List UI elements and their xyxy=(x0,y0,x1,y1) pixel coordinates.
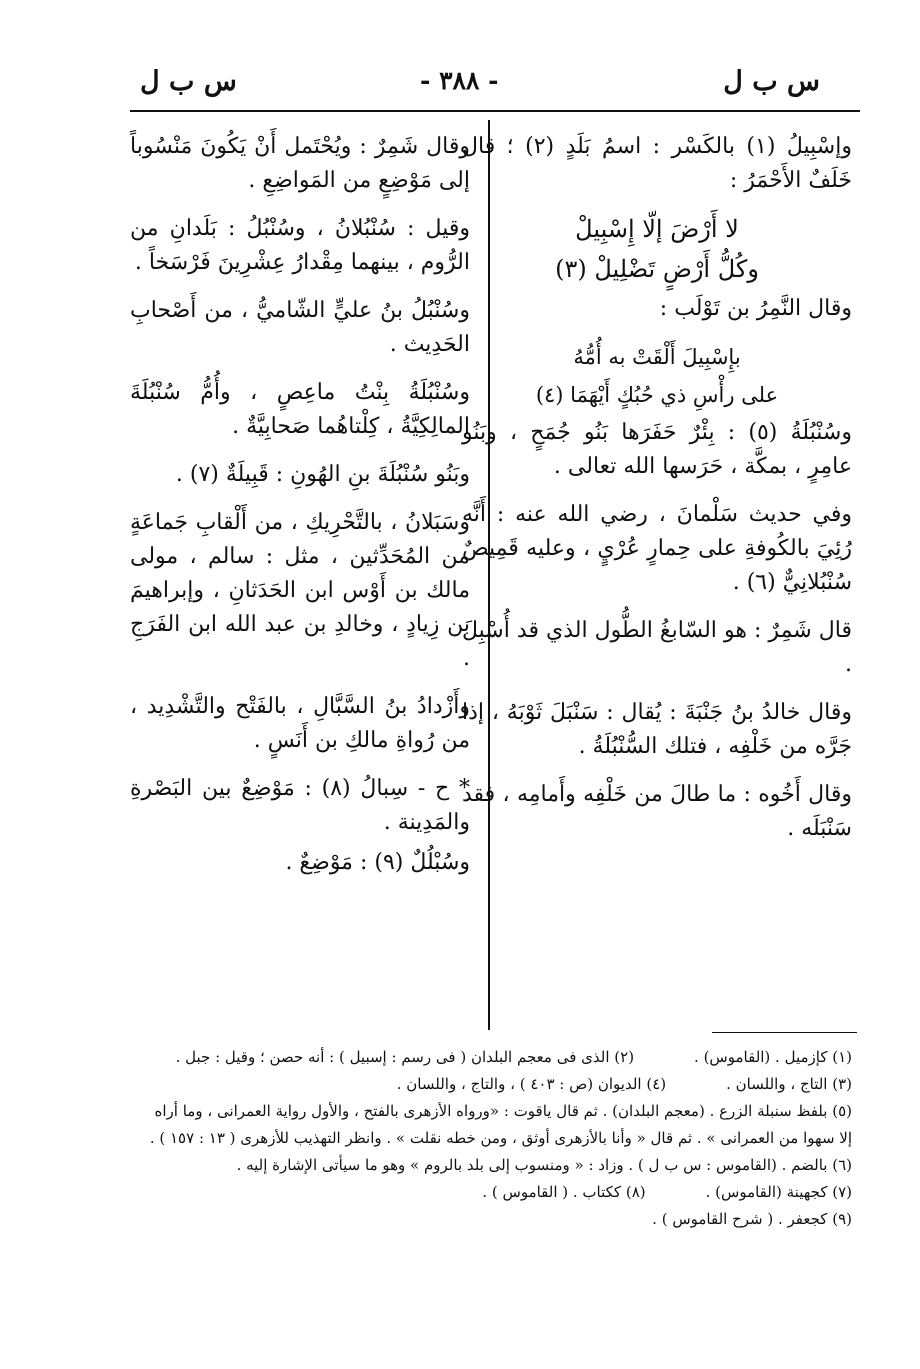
verse-line: بإِسْبِيلَ أَلْقَتْ به أُمُّهُ xyxy=(573,345,741,369)
footnote-rule xyxy=(712,1032,857,1033)
header-root-right: س ب ل xyxy=(723,66,820,97)
footnote-3: (٣) التاج ، واللسان . xyxy=(726,1075,852,1093)
entry-isbil: وإسْبِيلُ (١) بالكَسْر : اسمُ بَلَدٍ (٢) ؛ قال خَلَفٌ الأَحْمَرُ : xyxy=(462,134,852,193)
verse-line: على رأْسِ ذي حُبُكٍ أَيْهَمَا (٤) xyxy=(535,383,779,407)
footnote-7: (٧) كجهينة (القاموس) . xyxy=(705,1183,852,1201)
entry-text: وقال أَخُوه : ما طالَ من خَلْفِه وأَمامِه ، فقد سَنْبَلَه . xyxy=(462,782,852,841)
footnote-9: (٩) كجعفر . ( شرح القاموس ) . xyxy=(652,1210,852,1228)
verse-line: لا أَرْضَ إلّا إِسْبِيلْ xyxy=(575,215,739,243)
entry-sunbula-well: وسُنْبُلَةُ (٥) : بِئْرٌ حَفَرَها بَنُو جُمَحٍ ، وبَنُو عامِرٍ ، بمكَّة ، حَرَسها الله تعالى . xyxy=(462,420,852,479)
header-root-left: س ب ل xyxy=(140,66,237,97)
entry-salman-hadith: وفي حديث سَلْمانَ ، رضي الله عنه : أَنَّه رُئِيَ بالكُوفةِ على حِمارٍ عُرْيٍ ، وعليه قَمِيصٌ سُنْبُلانِيٌّ (٦) . xyxy=(462,502,852,595)
footnote-5-continued: إلا سهوا من العمرانى » . ثم قال « وأنا بالأزهرى أوثق ، ومن خطه نقلت » . وانظر التهذيب للأزهرى ( ١٣ : ١٥٧ ) . xyxy=(149,1129,852,1147)
header-rule xyxy=(130,110,860,112)
footnote-4: (٤) الديوان (ص : ٤٠٣ ) ، والتاج ، واللسان . xyxy=(396,1075,667,1093)
footnote-6: (٦) بالضم . (القاموس : س ب ل ) . وزاد : « ومنسوب إلى بلد بالروم » وهو ما سيأتى الإشارة إليه . xyxy=(236,1156,852,1174)
footnote-8: (٨) ككتاب . ( القاموس ) . xyxy=(482,1183,646,1201)
entry-text: وسُنْبُلَةُ بِنْتُ ماعِصٍ ، وأُمُّ سُنْبُلَةَ المالِكِيَّةُ ، كِلْتاهُما صَحابِيَّةٌ . xyxy=(130,380,470,439)
footnote-5: (٥) بلفظ سنبلة الزرع . (معجم البلدان) . ثم قال ياقوت : «ورواه الأزهرى بالفتح ، والأول رواية العمرانى ، وما أراه xyxy=(154,1102,852,1120)
entry-text: وقال النَّمِرُ بن تَوْلَب : xyxy=(659,296,852,321)
entry-sunbulan: وقيل : سُنْبُلانُ ، وسُنْبُلُ : بَلَدانِ من الرُّوم ، بينهما مِقْدارُ عِشْرِينَ فَرْسَخاً . xyxy=(130,216,470,275)
footnote-2: (٢) الذى فى معجم البلدان ( فى رسم : إسبيل ) : أنه حصن ؛ وقيل : جبل . xyxy=(175,1048,635,1066)
footnote-1: (١) كإزميل . (القاموس) . xyxy=(694,1048,852,1066)
page-number: - ٣٨٨ - xyxy=(420,66,499,95)
entry-text: وسُبْلُلٌ (٩) : مَوْضِعٌ . xyxy=(285,850,470,875)
footnotes xyxy=(122,1044,852,1233)
entry-sibal: * ح - سِبالُ (٨) : مَوْضِعٌ بين البَصْرةِ والمَدِينة . xyxy=(130,776,470,835)
entry-text: وأَزْدادُ بنُ السَّبَّالِ ، بالفَتْح والتَّشْدِيد ، من رُواةِ مالكِ بن أَنَسٍ . xyxy=(130,694,470,753)
entry-text: وبَنُو سُنْبُلَةَ بنِ الهُونِ : قَبِيلَةٌ (٧) . xyxy=(175,462,470,487)
entry-text: وقال شَمِرٌ : ويُحْتَمل أَنْ يَكُونَ مَنْسُوباً إلى مَوْضِعٍ من المَواضِعِ . xyxy=(130,134,470,193)
right-column xyxy=(462,130,852,860)
verse-line: وكُلُّ أَرْضٍ تَضْلِيلْ (٣) xyxy=(555,255,759,283)
entry-sabalan: وسَبَلانُ ، بالتَّحْرِيكِ ، من أَلْقابِ جَماعَةٍ من المُحَدِّثين ، مثل : سالم ، مولى مالك بن أَوْس ابن الحَدَثانِ ، وإبراهيمَ بن زِيادٍ ، وخالدِ بن عبد الله ابن الفَرَجِ . xyxy=(130,510,470,671)
entry-text: وقال خالدُ بنُ جَنْبَةَ : يُقال : سَنْبَلَ ثَوْبَهُ ، إذا جَرَّه من خَلْفِه ، فتلك السُّنْبُلَةُ . xyxy=(462,700,852,759)
footnote-row xyxy=(122,1044,852,1071)
footnote-row xyxy=(122,1179,852,1206)
entry-text: وسُنْبُلُ بنُ عليٍّ الشّاميُّ ، من أَصْحابِ الحَدِيث . xyxy=(130,298,470,357)
footnote-row xyxy=(122,1071,852,1098)
entry-text: قال شَمِرٌ : هو السّابغُ الطُّول الذي قد أُسْبِلَ . xyxy=(462,618,852,677)
left-column xyxy=(130,130,470,894)
